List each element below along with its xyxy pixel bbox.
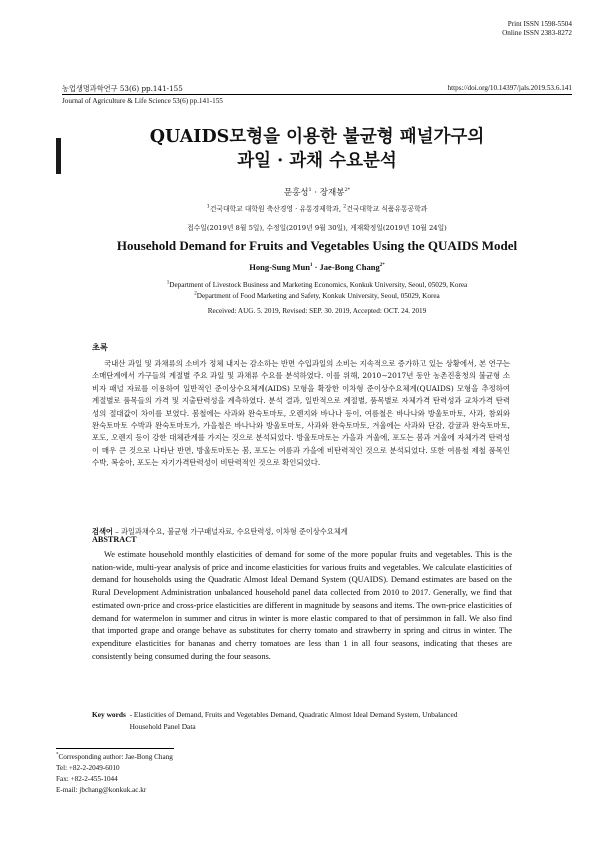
author-2-en: Jae-Bong Chang xyxy=(319,262,380,272)
title-accent-bar xyxy=(56,138,61,174)
title-korean-line1: QUAIDS모형을 이용한 불균형 패널가구의 xyxy=(149,127,485,147)
author-separator: · xyxy=(311,188,320,198)
corresponding-mark: * xyxy=(56,752,59,758)
issn-online: Online ISSN 2383-8272 xyxy=(502,29,572,37)
affil-kr-mark-2: 2 xyxy=(343,203,347,210)
header-rule xyxy=(62,94,572,95)
dates-korean: 접수일(2019년 8월 5일), 수정일(2019년 9월 30일), 게재확정일(2019년 10월 24일) xyxy=(187,224,447,232)
affil-kr-2: 건국대학교 식품유통공학과 xyxy=(346,205,428,213)
abstract-korean-body: 국내산 과일 및 과채류의 소비가 정체 내지는 감소하는 반면 수입과일의 소비는 지속적으로 증가하고 있는 상황에서, 본 연구는 소매단계에서 가구들의 계절별 주요 과일 및 과채류 수요를 분석하였다. 이를 위해, 2010∼2017년 동안 농촌진흥청의 불균형 소비자 패널 자료를 이용하여 일반적인 준이상수요체계(AIDS) 모형을 확장한 이차형 준이상수요체계(QUAIDS) 모형을 추정하여 계절별로 품목들의 가격 및 지출탄력성을 계측하였다. 분석 결과, 일반적으로 계절별, 품목별로 자체가격 탄력성과 교차가격 탄력성의 절대값이 차이를 보였다. 봄철에는 사과와 완숙토마토, 오렌지와 바나나 등이, 여름철은 바나나와 방울토마토, 사과, 참외와 완숙토마토 수박과 완숙토마토가, 가을철은 바나나와 방울토마토, 사과와 완숙토마토, 겨울에는 사과와 단감, 감귤과 완숙토마토, 포도, 오렌지 등이 강한 대체관계를 가지는 것으로 분석되었다. 방울토마토는 가을과 겨울에, 포도는 봄과 겨울에 자체가격 탄력성이 매우 큰 것으로 나타난 반면, 방울토마토는 봄, 포도는 여름과 가을에 비탄력적인 것으로 분석되었다. 또한 여름철 제철 품목인 수박, 복숭아, 포도는 자기가격탄력성이 비탄력적인 것으로 확인되었다. xyxy=(92,359,510,468)
affil-en-mark-1: 1 xyxy=(166,280,170,286)
affil-en-2: Department of Food Marketing and Safety, Konkuk University, Seoul, 05029, Korea xyxy=(196,292,440,300)
keywords-korean-text: – 과일과채수요, 불균형 가구패널자료, 수요탄력성, 이차형 준이상수요체계 xyxy=(112,527,348,536)
corresponding-email[interactable]: E-mail: jbchang@konkuk.ac.kr xyxy=(56,786,147,794)
affil-en-line2 xyxy=(62,291,572,302)
affiliation-english xyxy=(62,280,572,302)
corresponding-author xyxy=(56,752,173,763)
affil-en-1: Department of Livestock Business and Marketing Economics, Konkuk University, Seoul, 05029, Korea xyxy=(169,281,468,289)
author-1-en: Hong-Sung Mun xyxy=(249,262,310,272)
affil-en-mark-2: 2 xyxy=(194,291,197,297)
keywords-english xyxy=(92,709,512,733)
abstract-korean-heading: 초록 xyxy=(92,342,108,352)
author-2-kr: 장재봉 xyxy=(319,188,345,198)
journal-name-english: Journal of Agriculture & Life Science 53(6) pp.141-155 xyxy=(62,97,223,105)
author-1-en-mark: 1 xyxy=(309,263,313,269)
abstract-english-heading: ABSTRACT xyxy=(92,535,137,544)
authors-korean xyxy=(62,186,572,198)
affil-kr-mark-1: 1 xyxy=(206,203,210,210)
author-1-kr-mark: 1 xyxy=(308,187,312,194)
affil-kr-1: 건국대학교 대학원 축산경영 · 유통경제학과, xyxy=(209,205,344,213)
affil-en-line1 xyxy=(62,280,572,291)
corresponding-author-text: Corresponding author: Jae-Bong Chang xyxy=(58,753,173,761)
title-english: Household Demand for Fruits and Vegetables Using the QUAIDS Model xyxy=(116,238,518,253)
correspondence-footnote xyxy=(56,752,173,796)
doi-link[interactable]: https://doi.org/10.14397/jals.2019.53.6.141 xyxy=(447,84,572,92)
keywords-english-text: - Elasticities of Demand, Fruits and Vegetables Demand, Quadratic Almost Ideal Demand System, Unbalanced Household Panel Data xyxy=(129,710,458,731)
keywords-korean-label: 검색어 xyxy=(92,527,113,536)
footnote-rule xyxy=(56,748,174,749)
authors-english xyxy=(62,262,572,272)
keywords-english-label: Key words xyxy=(92,710,126,719)
author-2-en-mark: 2* xyxy=(379,263,385,269)
journal-name-korean: 농업생명과학연구 53(6) pp.141-155 xyxy=(62,84,183,93)
title-korean-line2: 과일 · 과채 수요분석 xyxy=(237,151,397,171)
issn-print: Print ISSN 1598-5504 xyxy=(507,20,572,28)
author-separator-en: · xyxy=(312,262,320,272)
author-1-kr: 문홍성 xyxy=(283,188,309,198)
title-korean xyxy=(62,125,572,173)
dates-english: Received: AUG. 5. 2019, Revised: SEP. 30. 2019, Accepted: OCT. 24. 2019 xyxy=(207,307,427,315)
issn-block xyxy=(502,20,572,38)
corresponding-tel: Tel: +82-2-2049-6010 xyxy=(56,764,120,772)
corresponding-fax: Fax: +82-2-455-1044 xyxy=(56,775,118,783)
affiliation-korean xyxy=(62,203,572,213)
keywords-korean xyxy=(92,527,512,537)
abstract-english-body: We estimate household monthly elasticities of demand for some of the more popular fruits and vegetables. This is the nation-wide, multi-year analysis of price and income elasticities for various fruits and vegetables. We calculate elasticities of demand for households using the Quadratic Almost Ideal Demand System (QUAIDS). Demand estimates are based on the Rural Development Administration unbalanced household panel data collected from 2010 to 2017. Generally, we find that estimated own-price and cross-price elasticities are different in magnitude by seasons and items. The own-price elasticities of demand for watermelon in summer and citrus in winter is more elastic compared to that of persimmon in fall. We also find that imported grape and orange behave as substitutes for cherry tomato and strawberry in spring and citrus in winter. The expenditure elasticities for bananas and cherry tomatoes are less than 1 in all four seasons, indicating that theses are consistently being consumed during the four seasons. xyxy=(92,550,512,661)
author-2-kr-mark: 2* xyxy=(344,187,351,194)
